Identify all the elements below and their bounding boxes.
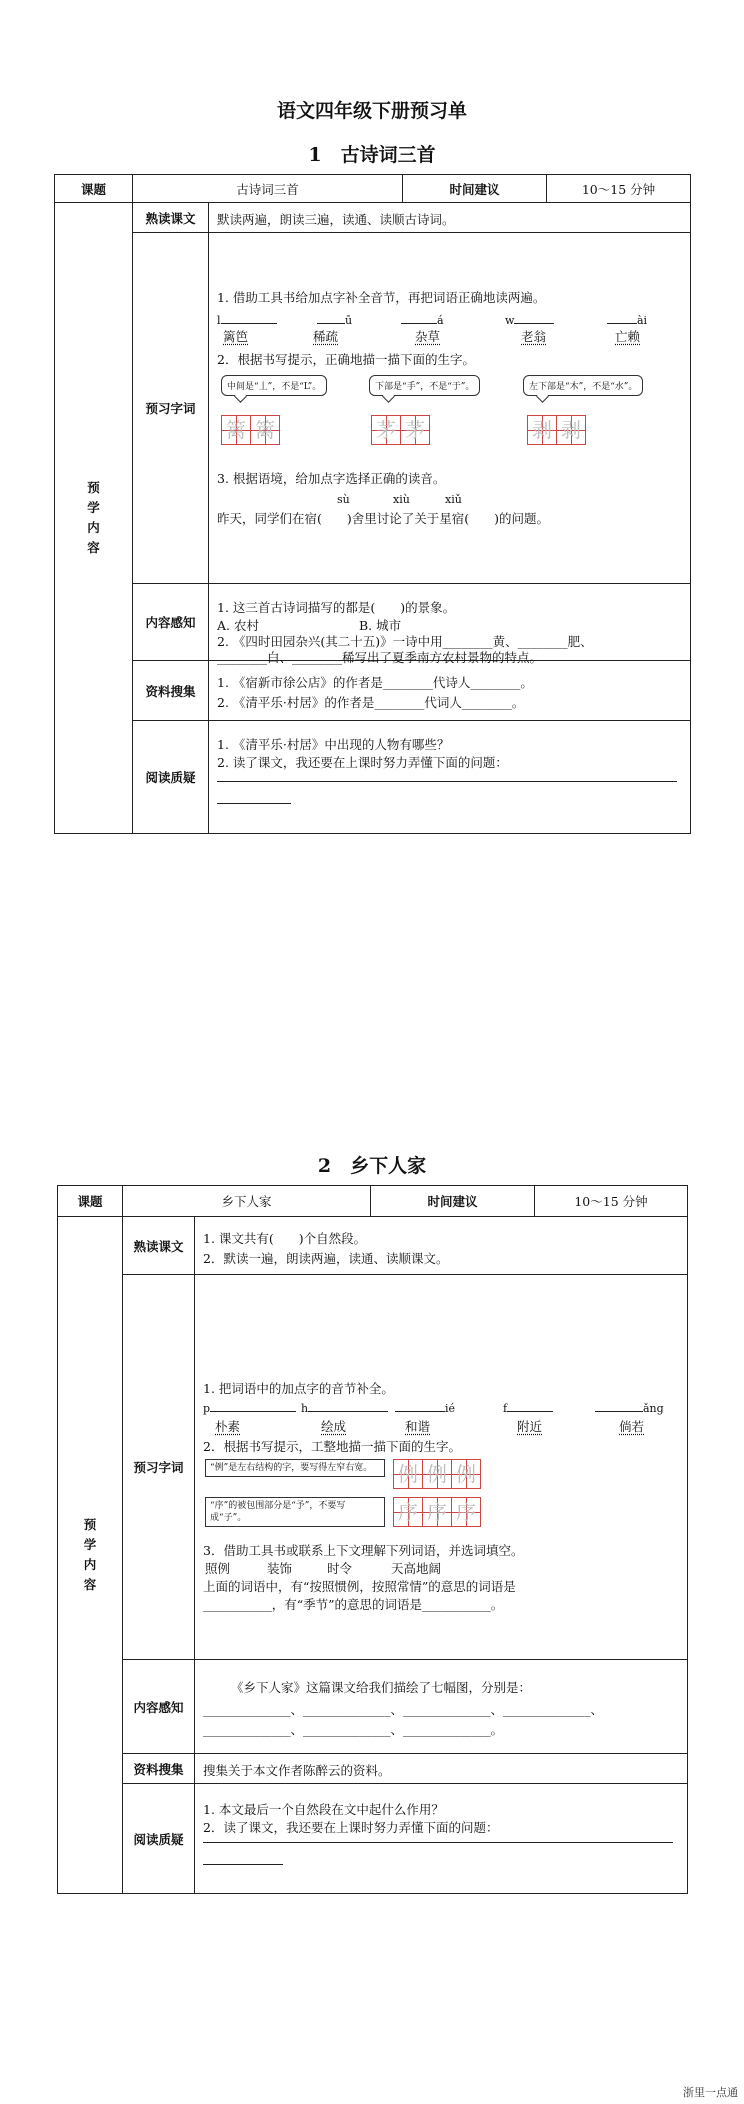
content-cell xyxy=(195,1660,688,1754)
vocab-fill-line: ___________，有“季节”的意思的词语是___________。 xyxy=(203,1597,504,1612)
q3-pinyin: xiù xyxy=(393,493,410,506)
reading-text: 默读两遍，朗读三遍，读通、读顺古诗词。 xyxy=(217,212,455,227)
lesson1-heading: 1 古诗词三首 xyxy=(308,144,436,166)
reading-cell xyxy=(195,1217,688,1275)
time-value: 10～15 分钟 xyxy=(547,175,691,203)
side-label: 预 学 内 容 xyxy=(55,203,133,834)
lesson2-table xyxy=(57,1185,688,1894)
research-cell xyxy=(195,1754,688,1784)
tracing-grid[interactable]: 序 xyxy=(422,1497,452,1527)
answer-line[interactable] xyxy=(203,1842,673,1843)
time-label: 时间建议 xyxy=(371,1186,535,1217)
writing-tip: 左下部是“木”，不是“水”。 xyxy=(523,375,643,396)
tracing-grid[interactable]: 篱 xyxy=(250,415,280,445)
writing-tip: 下部是“手”，不是“于”。 xyxy=(369,375,480,396)
question-line: 1. 本文最后一个自然段在文中起什么作用？ xyxy=(203,1802,444,1817)
tracing-grid[interactable]: 序 xyxy=(393,1497,423,1527)
answer-line[interactable] xyxy=(217,781,677,782)
tracing-grid[interactable]: 茅 xyxy=(371,415,401,445)
pinyin-blank[interactable]: ǎng xyxy=(595,1399,664,1415)
pinyin-blank[interactable]: ié xyxy=(395,1399,455,1415)
vocab-cell xyxy=(209,233,691,584)
answer-line[interactable] xyxy=(217,803,291,804)
reading-cell xyxy=(209,203,691,233)
tracing-grid[interactable]: 篱 xyxy=(221,415,251,445)
vocab-q1: 1. 借助工具书给加点字补全音节，再把词语正确地读两遍。 xyxy=(217,290,546,305)
vocab-word: 杂草 xyxy=(415,329,441,344)
answer-line[interactable] xyxy=(203,1864,283,1865)
question-line: 2．读了课文，我还要在上课时努力弄懂下面的问题： xyxy=(203,1820,499,1835)
page-title: 语文四年级下册预习单 xyxy=(276,100,467,122)
vocab-q1: 1. 把词语中的加点字的音节补全。 xyxy=(203,1381,394,1396)
vocab-word: 稀疏 xyxy=(313,329,339,344)
vocab-label: 预习字词 xyxy=(123,1275,195,1660)
research-label: 资料搜集 xyxy=(123,1754,195,1784)
question-line: 1. 《清平乐·村居》中出现的人物有哪些？ xyxy=(217,737,450,752)
tracing-grid[interactable]: 茅 xyxy=(400,415,430,445)
vocab-q3: 3．借助工具书或联系上下文理解下列词语，并选词填空。 xyxy=(203,1543,524,1558)
pinyin-blank[interactable]: á xyxy=(401,311,444,327)
vocab-q3: 3. 根据语境，给加点字选择正确的读音。 xyxy=(217,471,446,486)
vocab-q3-sentence: 昨天，同学们在宿( )舍里讨论了关于星宿( )的问题。 xyxy=(217,511,550,526)
question-cell xyxy=(209,721,691,834)
topic-value: 乡下人家 xyxy=(123,1186,371,1217)
research-line: 2. 《清平乐·村居》的作者是________代词人________。 xyxy=(217,695,525,710)
topic-label: 课题 xyxy=(58,1186,123,1217)
pinyin-blank[interactable]: p xyxy=(203,1399,296,1415)
writing-tip: “例”是左右结构的字，要写得左窄右宽。 xyxy=(205,1459,385,1477)
time-label: 时间建议 xyxy=(403,175,547,203)
reading-label: 熟读课文 xyxy=(133,203,209,233)
vocab-fill-line: 上面的词语中，有“按照惯例，按照常情”的意思的词语是 xyxy=(203,1579,516,1594)
writing-tip: “序”的被包围部分是“予”，不要写成“子”。 xyxy=(205,1497,385,1527)
q3-pinyin: sù xyxy=(337,493,350,506)
footer-brand: 浙里一点通 xyxy=(683,2086,738,2099)
content-line: ________白、________稀写出了夏季南方农村景物的特点。 xyxy=(217,650,543,665)
question-cell xyxy=(195,1784,688,1894)
content-line: ______________、______________、______________、______________、 xyxy=(203,1702,604,1717)
vocab-term: 照例 xyxy=(205,1561,231,1576)
vocab-word: 绘成 xyxy=(321,1419,347,1434)
vocab-word: 老翁 xyxy=(521,329,547,344)
content-label: 内容感知 xyxy=(123,1660,195,1754)
tracing-grid[interactable]: 序 xyxy=(451,1497,481,1527)
research-cell xyxy=(209,661,691,721)
pinyin-blank[interactable]: w xyxy=(505,311,554,327)
question-line: 2. 读了课文，我还要在上课时努力弄懂下面的问题： xyxy=(217,755,508,770)
content-line: 《乡下人家》这篇课文给我们描绘了七幅图，分别是： xyxy=(231,1680,532,1695)
vocab-word: 篱笆 xyxy=(223,329,249,344)
content-cell xyxy=(209,584,691,665)
content-line: ______________、______________、______________。 xyxy=(203,1722,504,1737)
tracing-grid[interactable]: 剥 xyxy=(527,415,557,445)
content-line: 1. 这三首古诗词描写的都是( )的景象。 xyxy=(217,600,456,615)
lesson1-table xyxy=(54,174,691,834)
lesson2-heading: 2 乡下人家 xyxy=(317,1155,427,1177)
pinyin-blank[interactable]: h xyxy=(301,1399,388,1415)
research-text: 搜集关于本文作者陈醉云的资料。 xyxy=(203,1763,391,1778)
content-line: 2. 《四时田园杂兴(其二十五)》一诗中用________黄、________肥、 xyxy=(217,634,593,649)
vocab-word: 朴素 xyxy=(215,1419,241,1434)
side-label: 预 学 内 容 xyxy=(58,1217,123,1894)
topic-label: 课题 xyxy=(55,175,133,203)
research-line: 1. 《宿新市徐公店》的作者是________代诗人________。 xyxy=(217,675,533,690)
pinyin-blank[interactable]: ū xyxy=(317,311,352,327)
vocab-label: 预习字词 xyxy=(133,233,209,584)
time-value: 10～15 分钟 xyxy=(535,1186,688,1217)
reading-line: 2．默读一遍，朗读两遍，读通、读顺课文。 xyxy=(203,1251,449,1266)
vocab-q2: 2．根据书写提示，工整地描一描下面的生字。 xyxy=(203,1439,461,1454)
vocab-word: 附近 xyxy=(517,1419,543,1434)
vocab-word: 亡赖 xyxy=(615,329,641,344)
tracing-grid[interactable]: 例 xyxy=(393,1459,423,1489)
tracing-grid[interactable]: 例 xyxy=(422,1459,452,1489)
vocab-cell xyxy=(195,1275,688,1660)
pinyin-blank[interactable]: f xyxy=(503,1399,553,1415)
question-label: 阅读质疑 xyxy=(123,1784,195,1894)
vocab-word: 和谐 xyxy=(405,1419,431,1434)
pinyin-blank[interactable]: l xyxy=(217,311,277,327)
tracing-grid[interactable]: 例 xyxy=(451,1459,481,1489)
vocab-word: 倘若 xyxy=(619,1419,645,1434)
option-b: B. 城市 xyxy=(359,618,402,633)
vocab-q2: 2．根据书写提示，正确地描一描下面的生字。 xyxy=(217,352,475,367)
reading-line: 1. 课文共有( )个自然段。 xyxy=(203,1231,367,1246)
content-label: 内容感知 xyxy=(133,584,209,661)
pinyin-blank[interactable]: ài xyxy=(607,311,647,327)
writing-tip: 中间是“丄”，不是“L”。 xyxy=(221,375,327,396)
option-a: A. 农村 xyxy=(217,618,259,633)
question-label: 阅读质疑 xyxy=(133,721,209,834)
vocab-term: 时令 xyxy=(327,1561,353,1576)
q3-pinyin: xiǔ xyxy=(445,493,462,506)
tracing-grid[interactable]: 剥 xyxy=(556,415,586,445)
reading-label: 熟读课文 xyxy=(123,1217,195,1275)
research-label: 资料搜集 xyxy=(133,661,209,721)
vocab-term: 天高地阔 xyxy=(391,1561,442,1576)
topic-value: 古诗词三首 xyxy=(133,175,403,203)
vocab-term: 装饰 xyxy=(267,1561,293,1576)
